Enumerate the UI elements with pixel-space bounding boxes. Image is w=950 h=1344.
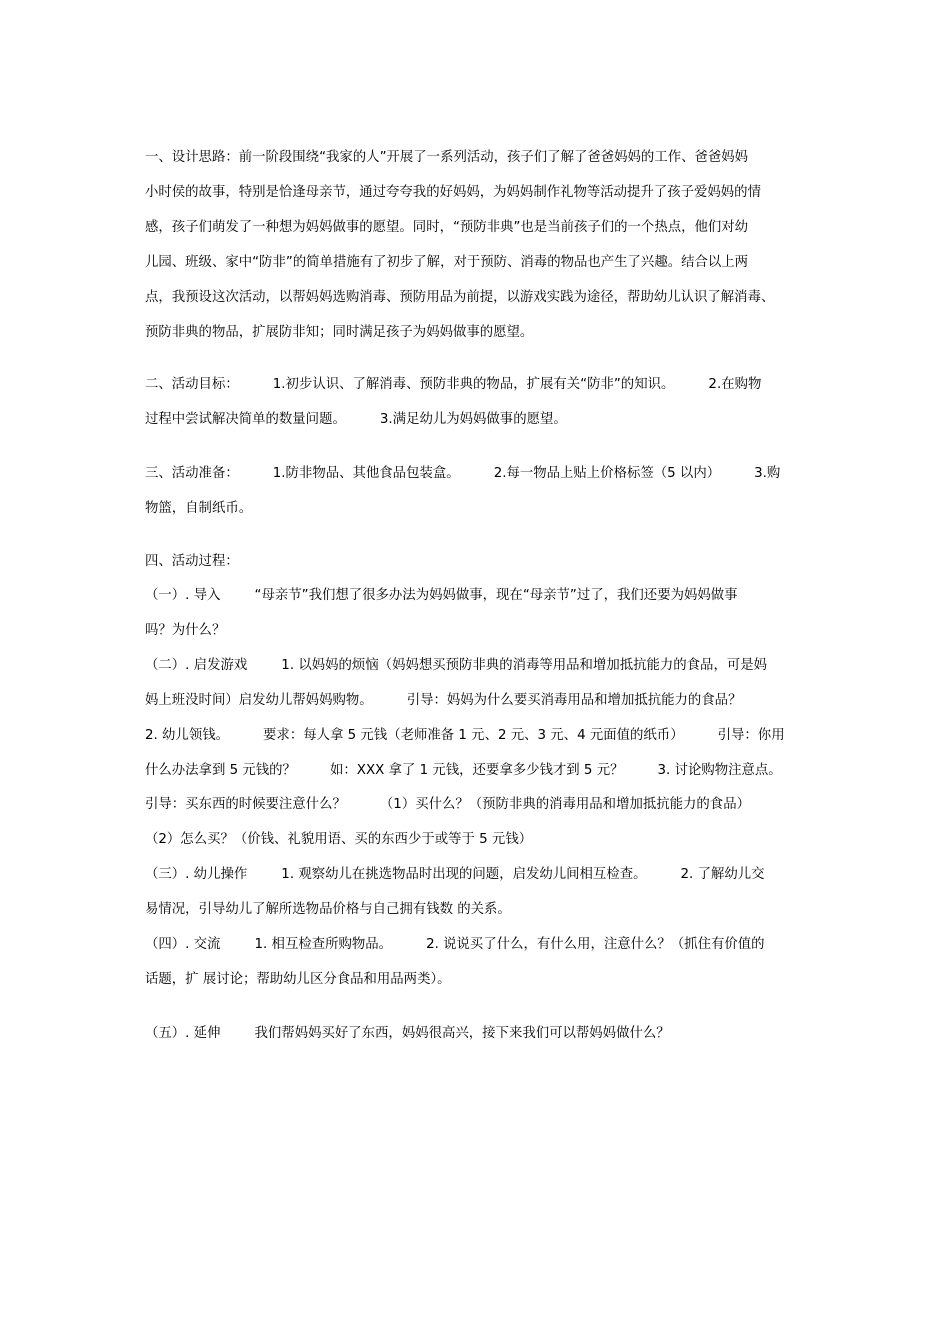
section4-line-3: 吗？为什么？ bbox=[145, 623, 226, 638]
section4-line-8: 引导：买东西的时候要注意什么？ （1）买什么？（预防非典的消毒用品和增加抵抗能力的食品） bbox=[145, 797, 750, 812]
section4-line-7: 什么办法拿到 5 元钱的？ 如：XXX 拿了 1 元钱，还要拿多少钱才到 5 元？ 3. 讨论购物注意点。 bbox=[145, 763, 782, 778]
section1-line-3: 感，孩子们萌发了一种想为妈妈做事的愿望。同时，“预防非典”也是当前孩子们的一个热点，他们对幼 bbox=[145, 220, 749, 235]
section2-line-2: 过程中尝试解决简单的数量问题。 3.满足幼儿为妈妈做事的愿望。 bbox=[145, 412, 567, 427]
section3-line-2: 物篮，自制纸币。 bbox=[145, 501, 253, 516]
section4-heading: 四、活动过程： bbox=[145, 554, 239, 569]
section4-line-2: （一）. 导入 “母亲节”我们想了很多办法为妈妈做事，现在“母亲节”过了，我们还要为妈妈做事 bbox=[145, 588, 738, 603]
section5-line-1: （五）. 延伸 我们帮妈妈买好了东西，妈妈很高兴，接下来我们可以帮妈妈做什么？ bbox=[145, 1026, 670, 1041]
section4-line-6: 2. 幼儿领钱。 要求：每人拿 5 元钱（老师准备 1 元、2 元、3 元、4 元面值的纸币） 引导：你用 bbox=[145, 728, 785, 743]
section4-line-10: （三）. 幼儿操作 1. 观察幼儿在挑选物品时出现的问题，启发幼儿间相互检查。 2. 了解幼儿交 bbox=[145, 867, 765, 882]
section1-line-4: 儿园、班级、家中“防非”的简单措施有了初步了解，对于预防、消毒的物品也产生了兴趣。结合以上两 bbox=[145, 255, 749, 270]
section2-line-1: 二、活动目标： 1.初步认识、了解消毒、预防非典的物品，扩展有关“防非”的知识。 2.在购物 bbox=[145, 377, 762, 392]
section1-line-5: 点，我预设这次活动，以帮妈妈选购消毒、预防用品为前提，以游戏实践为途径，帮助幼儿认识了解消毒、 bbox=[145, 290, 775, 305]
section4-line-11: 易情况，引导幼儿了解所选物品价格与自己拥有钱数 的关系。 bbox=[145, 902, 511, 917]
section1-line-2: 小时侯的故事，特别是恰逢母亲节，通过夸夸我的好妈妈，为妈妈制作礼物等活动提升了孩子爱妈妈的情 bbox=[145, 185, 761, 200]
section4-line-9: （2）怎么买？（价钱、礼貌用语、买的东西少于或等于 5 元钱） bbox=[145, 832, 533, 847]
section4-line-13: 话题，扩 展讨论；帮助幼儿区分食品和用品两类）。 bbox=[145, 972, 451, 987]
section1-line-6: 预防非典的物品，扩展防非知；同时满足孩子为妈妈做事的愿望。 bbox=[145, 325, 534, 340]
section3-line-1: 三、活动准备： 1.防非物品、其他食品包装盒。 2.每一物品上贴上价格标签（5 以内） 3.购 bbox=[145, 466, 781, 481]
section4-line-4: （二）. 启发游戏 1. 以妈妈的烦恼（妈妈想买预防非典的消毒等用品和增加抵抗能力的食品，可是妈 bbox=[145, 658, 768, 673]
section4-line-5: 妈上班没时间）启发幼儿帮妈妈购物。 引导：妈妈为什么要买消毒用品和增加抵抗能力的食品？ bbox=[145, 693, 742, 708]
section4-line-12: （四）. 交流 1. 相互检查所购物品。 2. 说说买了什么，有什么用，注意什么？（抓住有价值的 bbox=[145, 937, 765, 952]
section1-line-1: 一、设计思路：前一阶段围绕“我家的人”开展了一系列活动，孩子们了解了爸爸妈妈的工作、爸爸妈妈 bbox=[145, 150, 749, 165]
